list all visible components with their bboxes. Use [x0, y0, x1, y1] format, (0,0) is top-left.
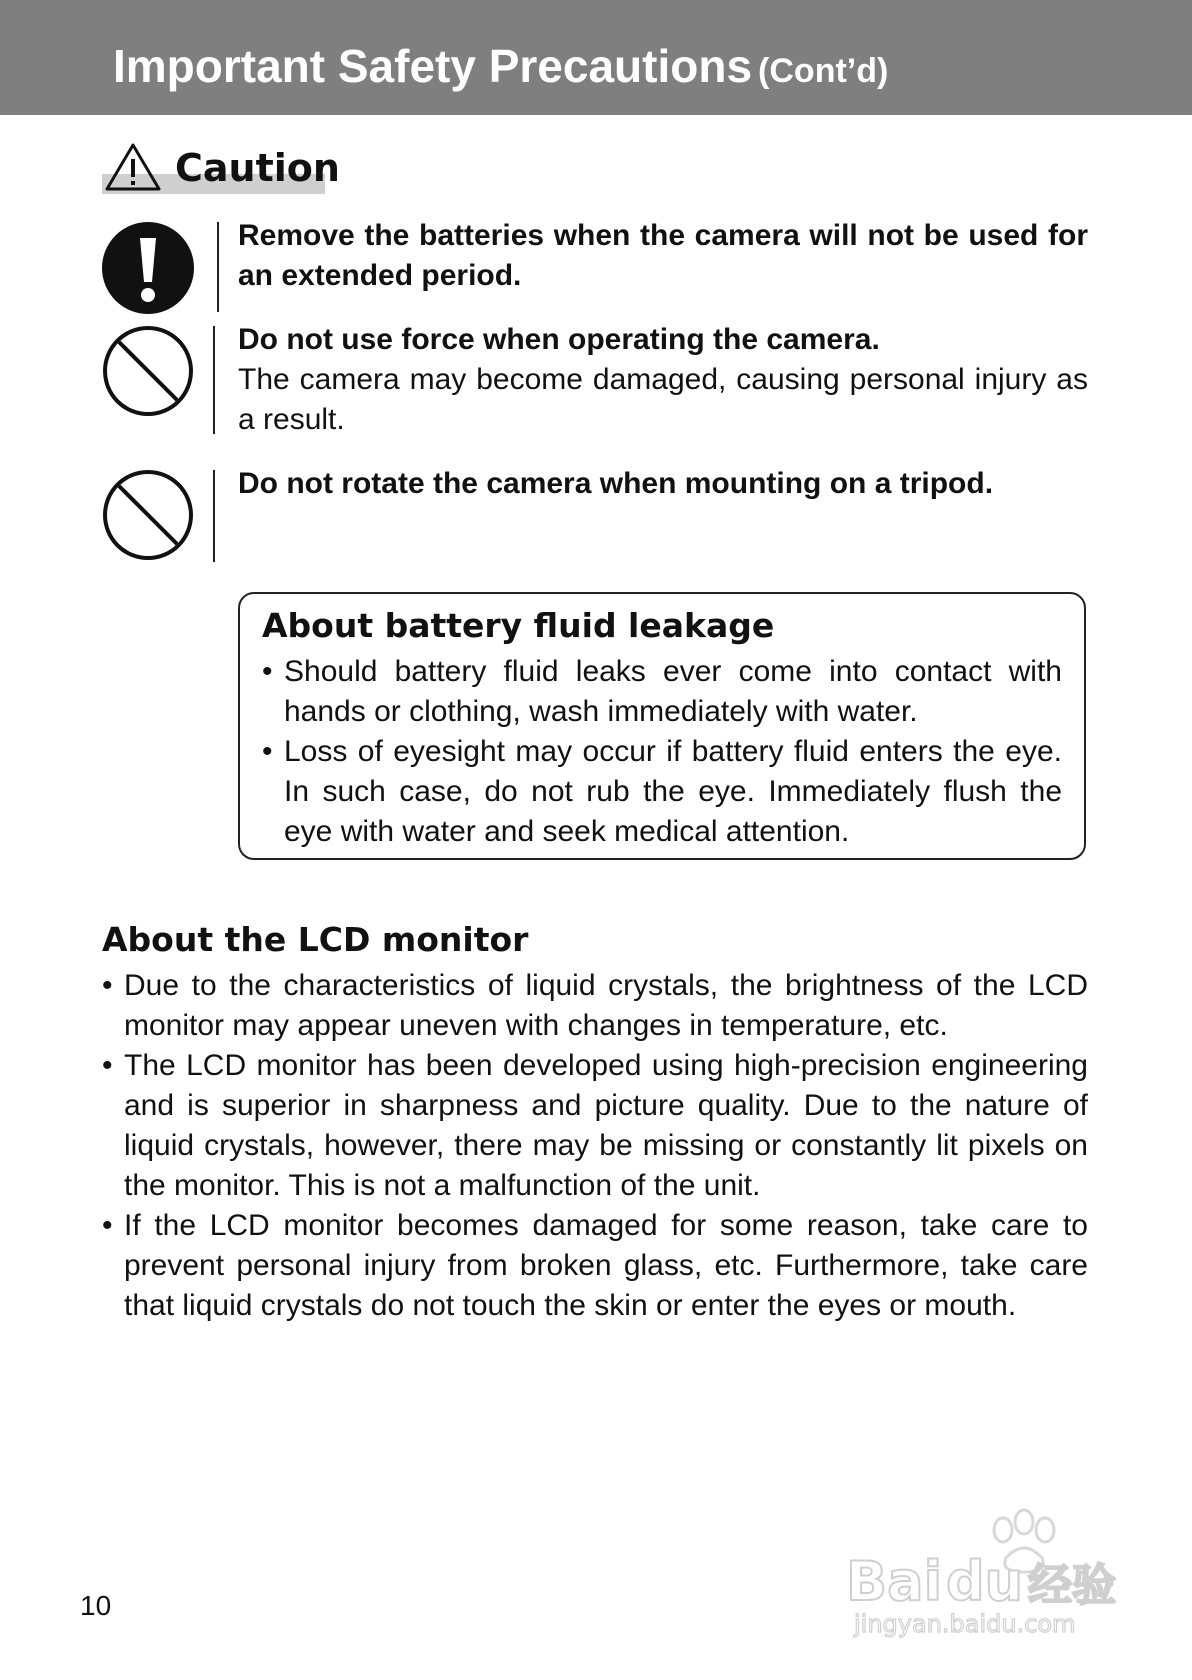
list-item-text: Loss of eyesight may occur if battery fluid enters the eye. In such case, do not rub the eye. Immediately flush the eye with water and seek medical attention. [284, 735, 1062, 848]
caution-item-no-force [238, 320, 1088, 440]
lcd-section-title: About the LCD monitor [102, 920, 529, 959]
bullet-dot: • [262, 655, 273, 688]
svg-text:经验: 经验 [1028, 1560, 1116, 1611]
list-item-text: The LCD monitor has been developed using high-precision engineering and is superior in sharpness and picture quality. Due to the nature of liquid crystals, however, there may be missing or constantly lit pixels on the monitor. This is not a malfunction of the unit. [124, 1049, 1088, 1202]
list-item [102, 1046, 1088, 1206]
mandatory-exclamation-icon [100, 220, 196, 316]
lcd-list [102, 966, 1088, 1326]
warning-triangle-icon [104, 142, 162, 192]
bullet-dot: • [102, 969, 113, 1002]
list-item-text: Due to the characteristics of liquid crystals, the brightness of the LCD monitor may appear uneven with changes in temperature, etc. [124, 969, 1088, 1042]
caution-item-heading: Remove the batteries when the camera will not be used for an extended period. [238, 219, 1088, 292]
list-item [262, 652, 1062, 732]
item-divider [213, 326, 215, 434]
page-title-main: Important Safety Precautions [113, 40, 753, 92]
bullet-dot: • [102, 1049, 113, 1082]
svg-text:du: du [946, 1550, 1024, 1613]
battery-leakage-title: About battery fluid leakage [262, 606, 775, 645]
item-divider [217, 222, 219, 312]
caution-item-remove-batteries [238, 216, 1088, 296]
caution-title: Caution [175, 146, 340, 190]
battery-leakage-list [262, 652, 1062, 852]
baidu-watermark-logo [838, 1500, 1138, 1640]
bullet-dot: • [262, 735, 273, 768]
page-title-sub: (Cont’d) [758, 52, 889, 90]
caution-item-heading: Do not rotate the camera when mounting on a tripod. [238, 467, 994, 500]
prohibited-icon [100, 467, 196, 563]
svg-text:jingyan.baidu.com: jingyan.baidu.com [854, 1610, 1076, 1638]
item-divider [213, 470, 215, 562]
list-item [102, 1206, 1088, 1326]
bullet-dot: • [102, 1209, 113, 1242]
caution-item-body: The camera may become damaged, causing personal injury as a result. [238, 363, 1088, 436]
svg-text:Bai: Bai [846, 1550, 943, 1613]
page-number: 10 [80, 1590, 112, 1621]
list-item-text: Should battery fluid leaks ever come into contact with hands or clothing, wash immediately with water. [284, 655, 1062, 728]
battery-leakage-box [238, 592, 1086, 860]
caution-item-heading: Do not use force when operating the camera. [238, 323, 880, 356]
prohibited-icon [100, 323, 196, 419]
list-item [262, 732, 1062, 852]
page-title [113, 40, 888, 97]
list-item-text: If the LCD monitor becomes damaged for some reason, take care to prevent personal injury from broken glass, etc. Furthermore, take care that liquid crystals do not touch the skin or enter the eyes or mouth. [124, 1209, 1088, 1322]
caution-item-no-rotate [238, 464, 1088, 504]
list-item [102, 966, 1088, 1046]
